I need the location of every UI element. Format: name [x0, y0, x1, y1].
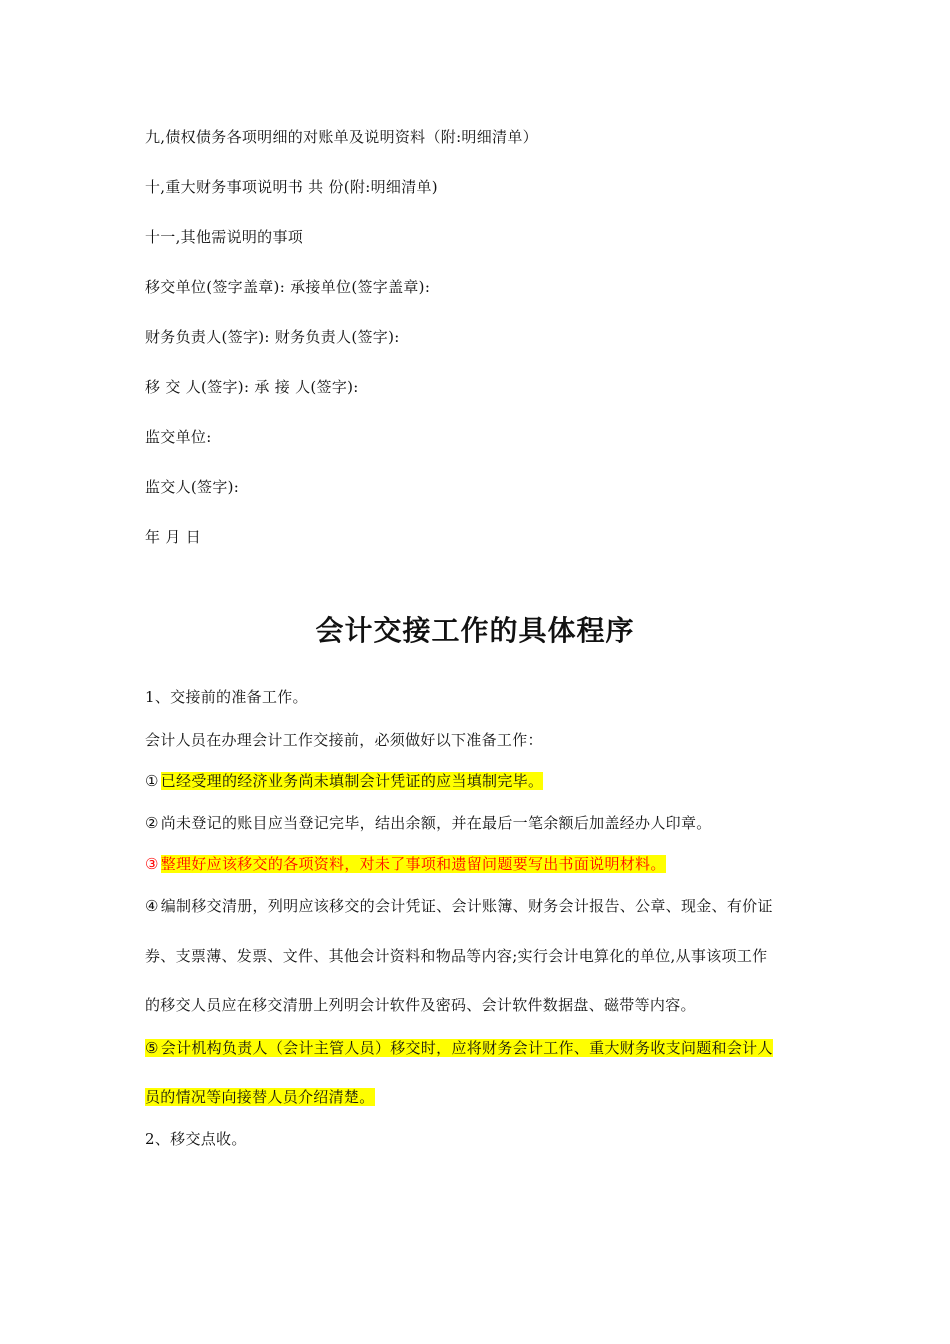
item-marker: ② [145, 814, 159, 832]
item-text: 尚未登记的账目应当登记完毕，结出余额，并在最后一笔余额后加盖经办人印章。 [160, 814, 712, 832]
item-marker: ⑤ [145, 1039, 159, 1057]
supervising-unit-line: 监交单位: [145, 428, 212, 446]
date-line: 年 月 日 [145, 528, 202, 546]
highlighted-text [145, 1039, 773, 1057]
signature-finance-heads-line: 财务负责人(签字): 财务负责人(签字): [145, 328, 400, 346]
highlighted-text: 员的情况等向接替人员介绍清楚。 [145, 1088, 375, 1106]
handover-item-nine: 九,债权债务各项明细的对账单及说明资料（附:明细清单） [145, 128, 538, 146]
signature-persons-line: 移 交 人(签字): 承 接 人(签字): [145, 378, 359, 396]
step1-heading: 1、交接前的准备工作。 [145, 688, 308, 706]
item-marker: ① [145, 772, 159, 790]
highlighted-text: 已经受理的经济业务尚未填制会计凭证的应当填制完毕。 [160, 772, 544, 790]
step1-intro: 会计人员在办理会计工作交接前，必须做好以下准备工作： [145, 731, 543, 749]
prep-item-4-line3: 的移交人员应在移交清册上列明会计软件及密码、会计软件数据盘、磁带等内容。 [145, 996, 696, 1014]
prep-item-4-line1 [145, 896, 773, 916]
prep-item-3 [145, 854, 666, 874]
step2-heading: 2、移交点收。 [145, 1130, 247, 1148]
highlighted-red-text: 整理好应该移交的各项资料，对未了事项和遗留问题要写出书面说明材料。 [160, 855, 666, 873]
prep-item-1 [145, 771, 543, 791]
prep-item-5-line2 [145, 1087, 375, 1107]
item-marker: ③ [145, 855, 159, 873]
signature-units-line: 移交单位(签字盖章): 承接单位(签字盖章): [145, 278, 431, 296]
supervisor-signature-line: 监交人(签字): [145, 478, 240, 496]
item-text: 会计机构负责人（会计主管人员）移交时，应将财务会计工作、重大财务收支问题和会计人 [160, 1039, 773, 1057]
handover-item-ten: 十,重大财务事项说明书 共 份(附:明细清单) [145, 178, 438, 196]
prep-item-4-line2: 券、支票薄、发票、文件、其他会计资料和物品等内容;实行会计电算化的单位,从事该项工作 [145, 947, 768, 965]
handover-item-eleven: 十一,其他需说明的事项 [145, 228, 304, 246]
item-text: 编制移交清册，列明应该移交的会计凭证、会计账簿、财务会计报告、公章、现金、有价证 [160, 897, 773, 915]
prep-item-2 [145, 813, 712, 833]
item-marker: ④ [145, 897, 159, 915]
prep-item-5-line1 [145, 1038, 773, 1058]
section-title: 会计交接工作的具体程序 [315, 614, 635, 647]
